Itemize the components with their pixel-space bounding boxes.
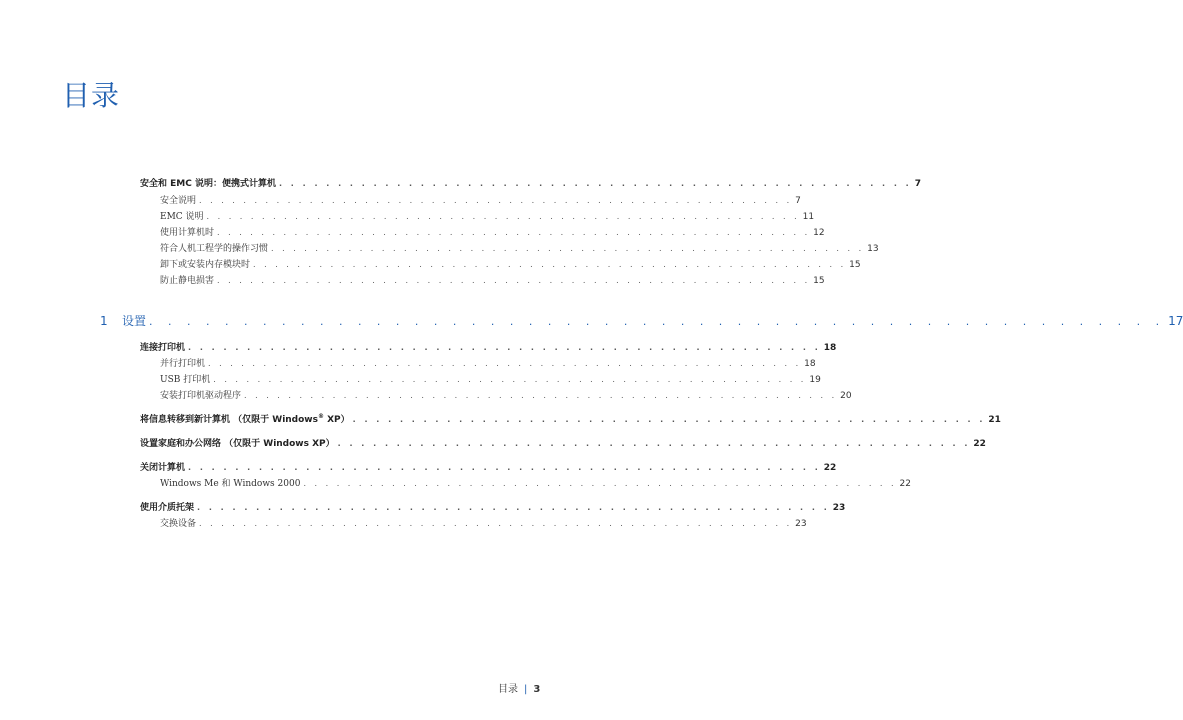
toc-entry-text: USB 打印机 (160, 375, 211, 385)
footer-label: 目录 (498, 684, 518, 695)
toc-entry-text: Windows Me 和 Windows 2000 (160, 479, 301, 489)
toc-entry-safety-instructions[interactable] (160, 193, 801, 206)
page-title: 目录 (62, 79, 121, 112)
toc-page-number: 13 (867, 244, 879, 254)
toc-entry-transfer-info[interactable] (140, 412, 1001, 425)
toc-entry-memory-modules[interactable] (160, 257, 861, 270)
page-footer (498, 680, 540, 695)
toc-page-number: 12 (813, 228, 825, 238)
toc-entry-text: 连接打印机 (140, 343, 186, 353)
toc-page-number: 22 (823, 463, 837, 473)
toc-leader-dots: . . . . . . . . . . . . . . . . . . . . . . . . . . . . . . . . . . . . . . . . . . . . . . . . . . . . . . (244, 391, 838, 400)
toc-entry-using-computer[interactable] (160, 225, 825, 238)
footer-page-number: 3 (533, 684, 541, 695)
toc-entry-text: 安全说明 (160, 196, 197, 206)
toc-leader-dots: . . . . . . . . . . . . . . . . . . . . . . . . . . . . . . . . . . . . . . . . . . . . . . . . . . . . . . (253, 260, 847, 269)
toc-leader-dots: . . . . . . . . . . . . . . . . . . . . . . . . . . . . . . . . . . . . . . . . . . . . . . . . . . . . . . (199, 519, 793, 528)
toc-entry-printer-driver[interactable] (160, 388, 852, 401)
toc-page-number: 7 (795, 196, 801, 206)
toc-chapter-number: 1 (100, 314, 108, 328)
toc-page-number: 23 (795, 519, 807, 529)
toc-entry-connect-printer[interactable] (140, 340, 837, 353)
toc-leader-dots: . . . . . . . . . . . . . . . . . . . . . . . . . . . . . . . . . . . . . . . . . . . . . . . . . . . . . . (199, 196, 793, 205)
toc-entry-home-office-network[interactable] (140, 436, 986, 449)
toc-page-number: 21 (988, 415, 1001, 425)
toc-leader-dots: . . . . . . . . . . . . . . . . . . . . . . . . . . . . . . . . . . . . . . . . . . . . . . . . . . . . . . (337, 439, 971, 448)
toc-page-number: 18 (804, 359, 816, 369)
toc-entry-text: 安装打印机驱动程序 (160, 391, 242, 401)
toc-leader-dots: . . . . . . . . . . . . . . . . . . . . . . . . . . . . . . . . . . . . . . . . . . . . . . . . . . . . . . (217, 276, 811, 285)
toc-page-number: 15 (849, 260, 861, 270)
toc-entry-text: 将信息转移到新计算机 （仅限于 Windows® XP） (140, 413, 350, 425)
toc-entry-media-bay[interactable] (140, 500, 846, 513)
toc-entry-usb-printer[interactable] (160, 372, 821, 385)
toc-leader-dots: . . . . . . . . . . . . . . . . . . . . . . . . . . . . . . . . . . . . . . . . . . . . . . . . . . . . . . (303, 479, 897, 488)
footer-separator: | (524, 684, 528, 695)
toc-page-number: 18 (823, 343, 837, 353)
toc-leader-dots: . . . . . . . . . . . . . . . . . . . . . . . . . . . . . . . . . . . . . . . . . . . . . . . . . . . . . . (217, 228, 811, 237)
toc-entry-text: 使用介质托架 (140, 503, 195, 513)
toc-page-number: 22 (973, 439, 986, 449)
toc-entry-ergonomics[interactable] (160, 241, 879, 254)
toc-entry-parallel-printer[interactable] (160, 356, 816, 369)
toc-leader-dots: . . . . . . . . . . . . . . . . . . . . . . . . . . . . . . . . . . . . . . . . . . . . . . . . . . . . . . (197, 503, 830, 512)
toc-entry-text: 并行打印机 (160, 359, 206, 369)
toc-entry-text: 设置家庭和办公网络 （仅限于 Windows XP） (140, 439, 335, 449)
toc-leader-dots: . . . . . . . . . . . . . . . . . . . . . . . . . . . . . . . . . . . . . . . . . . . . . . . . . . . . . . (188, 463, 821, 472)
toc-page-number: 22 (899, 479, 911, 489)
toc-entry-text: 安全和 EMC 说明：便携式计算机 (140, 179, 276, 189)
toc-entry-shutdown[interactable] (140, 460, 837, 473)
toc-entry-text: 关闭计算机 (140, 463, 186, 473)
toc-leader-dots: . . . . . . . . . . . . . . . . . . . . . . . . . . . . . . . . . . . . . . . . . . . . . . . . . . . . . . (206, 212, 800, 221)
toc-entry-swap-devices[interactable] (160, 516, 807, 529)
toc-entry-text: EMC 说明 (160, 212, 204, 222)
toc-leader-dots: . . . . . . . . . . . . . . . . . . . . . . . . . . . . . . . . . . . . . . . . . . . . . . . . . . . . . . (188, 343, 821, 352)
toc-chapter-setup[interactable] (100, 312, 1183, 329)
toc-entry-text: 防止静电损害 (160, 276, 215, 286)
toc-leader-dots: . . . . . . . . . . . . . . . . . . . . . . . . . . . . . . . . . . . . . . . . . . . . . . . . . . . . . . (278, 179, 912, 188)
toc-page-number: 15 (813, 276, 825, 286)
toc-page-number: 17 (1168, 314, 1183, 328)
toc-leader-dots: . . . . . . . . . . . . . . . . . . . . . . . . . . . . . . . . . . . . . . . . . . . . . . . . . . . . . . (352, 415, 986, 424)
toc-page-number: 11 (802, 212, 815, 222)
toc-leader-dots: . . . . . . . . . . . . . . . . . . . . . . . . . . . . . . . . . . . . . . . . . . . . . . . . . . . . . . (271, 244, 865, 253)
toc-page-number: 23 (832, 503, 846, 513)
toc-chapter-title: 设置 (122, 314, 147, 328)
toc-entry-esd[interactable] (160, 273, 825, 286)
toc-entry-safety-emc[interactable] (140, 176, 921, 189)
toc-leader-dots: . . . . . . . . . . . . . . . . . . . . . . . . . . . . . . . . . . . . . . . . . . . . . . . . . . . . . . (149, 315, 1166, 328)
toc-entry-windows-me-2000[interactable] (160, 476, 911, 489)
toc-entry-emc-instructions[interactable] (160, 209, 815, 222)
toc-page-number: 19 (809, 375, 821, 385)
toc-page-number: 20 (840, 391, 852, 401)
toc-entry-text: 符合人机工程学的操作习惯 (160, 244, 269, 254)
toc-leader-dots: . . . . . . . . . . . . . . . . . . . . . . . . . . . . . . . . . . . . . . . . . . . . . . . . . . . . . . (208, 359, 802, 368)
toc-page-number: 7 (914, 179, 921, 189)
toc-entry-text: 卸下或安装内存模块时 (160, 260, 251, 270)
toc-leader-dots: . . . . . . . . . . . . . . . . . . . . . . . . . . . . . . . . . . . . . . . . . . . . . . . . . . . . . . (213, 375, 807, 384)
toc-entry-text: 使用计算机时 (160, 228, 215, 238)
toc-entry-text: 交换设备 (160, 519, 197, 529)
